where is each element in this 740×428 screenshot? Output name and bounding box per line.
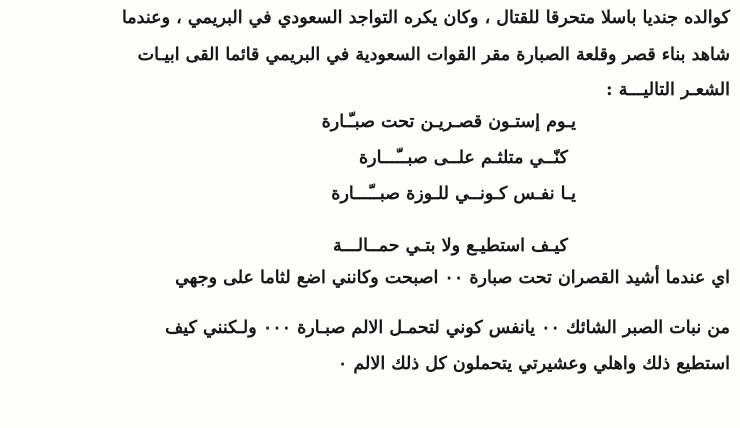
prose-line: استطيع ذلك واهلي وعشيرتي يتحملون كل ذلك الالم ٠ bbox=[337, 354, 730, 374]
verse-line: كنّــي متلثـم علــى صبــّـــارة bbox=[358, 148, 568, 168]
prose-line: اي عندما أشيد القصران تحت صبارة ٠٠ اصبحت وكانني اضع لثاما على وجهي bbox=[175, 268, 730, 288]
prose-line: الشعـر التاليـــة : bbox=[606, 80, 730, 100]
verse-line: يـوم إستـون قصـريـن تحت صبـّـارة bbox=[321, 112, 576, 132]
verse-line: يـا نفـس كـونــي للـوزة صبــّـــارة bbox=[331, 184, 576, 204]
prose-line: من نبات الصبر الشائك ٠٠ يانفس كوني لتحمـل الالم صبـارة ٠٠٠ ولـكنني كيف bbox=[165, 318, 730, 338]
verse-line: كيـف استطيـع ولا بتـي حمــالـــة bbox=[332, 236, 568, 256]
prose-line: شاهد بناء قصر وقلعة الصبارة مقر القوات السعودية في البريمي قائما القى ابيـات bbox=[137, 45, 730, 65]
prose-line: كوالده جنديا باسلا متحرقا للقتال ، وكان يكره التواجد السعودي في البريمي ، وعندما bbox=[121, 8, 730, 28]
